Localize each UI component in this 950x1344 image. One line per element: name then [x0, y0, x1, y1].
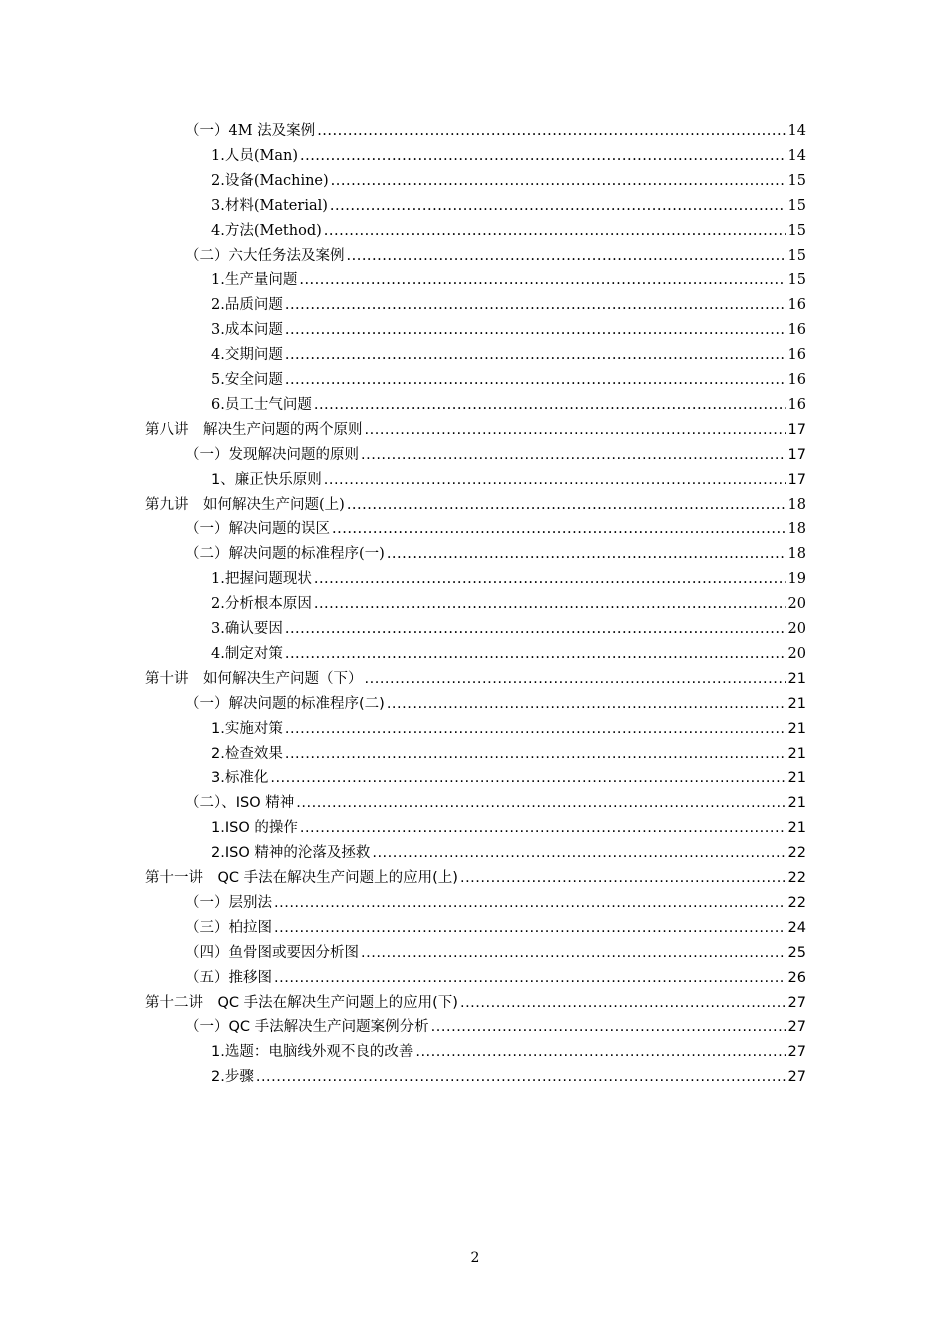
toc-entry-page: 19	[787, 571, 806, 588]
dot-leader	[285, 346, 786, 364]
toc-entry-page: 18	[787, 496, 806, 513]
dot-leader	[361, 944, 786, 962]
toc-entry-title: 6.员工士气问题	[211, 396, 312, 413]
toc-entry-title: （一）解决问题的标准程序(二)	[185, 695, 385, 712]
dot-leader	[285, 745, 786, 763]
dot-leader	[387, 695, 786, 713]
dot-leader	[285, 371, 786, 389]
toc-entry[interactable]	[211, 315, 806, 339]
toc-entry[interactable]	[211, 589, 806, 613]
dot-leader	[274, 894, 786, 912]
dot-leader	[317, 122, 785, 140]
toc-entry[interactable]	[185, 888, 806, 912]
toc-entry-title: 2.品质问题	[211, 297, 283, 314]
toc-entry[interactable]	[211, 813, 806, 837]
toc-entry-page: 17	[787, 446, 806, 463]
toc-entry-page: 20	[787, 596, 806, 613]
toc-entry-title: 3.确认要因	[211, 621, 283, 637]
toc-entry[interactable]	[185, 116, 806, 140]
toc-entry[interactable]	[211, 1062, 806, 1086]
dot-leader	[387, 545, 786, 563]
dot-leader	[331, 172, 786, 190]
toc-entry-title: （四）鱼骨图或要因分析图	[185, 944, 359, 961]
toc-entry-page: 14	[787, 123, 806, 139]
dot-leader	[285, 321, 786, 339]
toc-entry-title: 1.实施对策	[211, 720, 283, 737]
toc-entry-title: 第十讲 如何解决生产问题（下）	[145, 670, 363, 687]
toc-entry-title: 1.把握问题现状	[211, 571, 312, 588]
toc-entry-page: 27	[787, 1019, 806, 1036]
toc-entry-page: 15	[787, 197, 806, 214]
toc-entry-title: （一）层别法	[185, 894, 272, 911]
toc-entry-title: 2.设备(Machine)	[211, 172, 329, 189]
toc-entry[interactable]	[211, 1037, 806, 1061]
dot-leader	[347, 496, 786, 514]
toc-entry-title: 3.标准化	[211, 770, 269, 787]
toc-entry-title: （一）解决问题的误区	[185, 521, 330, 538]
toc-entry-page: 16	[787, 322, 806, 339]
toc-entry[interactable]	[211, 614, 806, 638]
toc-entry-page: 17	[787, 471, 806, 488]
toc-entry-page: 15	[787, 272, 806, 289]
toc-entry[interactable]	[145, 988, 806, 1012]
toc-entry-title: 第九讲 如何解决生产问题(上)	[145, 496, 345, 513]
toc-entry-title: （一）QC 手法解决生产问题案例分析	[185, 1019, 429, 1036]
dot-leader	[431, 1018, 786, 1036]
dot-leader	[285, 620, 786, 638]
toc-entry[interactable]	[211, 639, 806, 663]
dot-leader	[314, 570, 786, 588]
toc-entry-page: 16	[787, 372, 806, 388]
toc-entry[interactable]	[211, 166, 806, 190]
toc-entry-title: （五）推移图	[185, 969, 272, 986]
toc-entry-title: 2.ISO 精神的沦落及拯救	[211, 845, 371, 862]
dot-leader	[324, 222, 786, 240]
toc-entry-title: 4.方法(Method)	[211, 222, 322, 239]
toc-entry-page: 21	[787, 670, 806, 687]
dot-leader	[270, 769, 785, 787]
toc-entry[interactable]	[185, 539, 806, 563]
toc-entry-page: 21	[787, 770, 806, 787]
toc-entry[interactable]	[145, 664, 806, 688]
toc-entry-title: 1、廉正快乐原则	[211, 471, 322, 488]
toc-entry-page: 22	[787, 845, 806, 862]
toc-entry-title: 第八讲 解决生产问题的两个原则	[145, 421, 363, 438]
toc-entry[interactable]	[211, 465, 806, 489]
toc-entry[interactable]	[185, 440, 806, 464]
toc-entry-title: （二）解决问题的标准程序(一)	[185, 546, 385, 563]
toc-entry[interactable]	[185, 938, 806, 962]
toc-entry[interactable]	[211, 714, 806, 738]
toc-entry-page: 18	[787, 521, 806, 538]
dot-leader	[365, 421, 786, 439]
toc-entry-title: 4.制定对策	[211, 645, 283, 662]
dot-leader	[300, 147, 786, 165]
toc-entry-page: 16	[787, 297, 806, 314]
toc-entry-title: 1.选题：电脑线外观不良的改善	[211, 1044, 414, 1061]
toc-entry[interactable]	[211, 763, 806, 787]
toc-entry[interactable]	[211, 365, 806, 389]
toc-entry-page: 25	[787, 944, 806, 961]
toc-entry-page: 21	[787, 820, 806, 837]
dot-leader	[314, 396, 786, 414]
dot-leader	[285, 296, 786, 314]
toc-entry[interactable]	[211, 838, 806, 862]
toc-entry[interactable]	[185, 1012, 806, 1036]
dot-leader	[415, 1043, 785, 1061]
toc-entry-page: 14	[787, 147, 806, 164]
toc-entry-page: 15	[787, 222, 806, 239]
toc-entry-page: 27	[787, 1044, 806, 1061]
toc-entry-page: 20	[787, 621, 806, 637]
toc-entry[interactable]	[185, 514, 806, 538]
toc-entry[interactable]	[145, 863, 806, 887]
toc-entry-title: 1.生产量问题	[211, 272, 298, 289]
toc-entry-page: 17	[787, 421, 806, 438]
toc-entry-title: 第十二讲 QC 手法在解决生产问题上的应用(下)	[145, 994, 458, 1011]
toc-entry-title: 4.交期问题	[211, 347, 283, 364]
dot-leader	[347, 247, 786, 265]
toc-entry-page: 27	[787, 994, 806, 1011]
toc-entry-page: 20	[787, 645, 806, 662]
toc-entry-title: 2.步骤	[211, 1069, 254, 1086]
toc-entry-page: 15	[787, 247, 806, 264]
toc-entry-page: 15	[787, 172, 806, 189]
dot-leader	[460, 994, 786, 1012]
toc-entry[interactable]	[211, 191, 806, 215]
dot-leader	[314, 595, 786, 613]
toc-entry-page: 22	[787, 870, 806, 886]
toc-entry-title: （一）4M 法及案例	[185, 123, 316, 139]
toc-entry[interactable]	[211, 564, 806, 588]
toc-entry-title: 1.人员(Man)	[211, 147, 298, 164]
dot-leader	[332, 520, 786, 538]
toc-entry-page: 27	[787, 1069, 806, 1086]
toc-entry-title: 1.ISO 的操作	[211, 820, 298, 837]
dot-leader	[300, 819, 786, 837]
dot-leader	[285, 645, 786, 663]
toc-entry-page: 26	[787, 969, 806, 986]
dot-leader	[460, 869, 786, 887]
toc-entry[interactable]	[145, 415, 806, 439]
dot-leader	[324, 471, 786, 489]
toc-entry-title: （二）六大任务法及案例	[185, 247, 345, 264]
toc-entry[interactable]	[185, 241, 806, 265]
toc-entry[interactable]	[185, 913, 806, 937]
toc-entry-title: 3.成本问题	[211, 322, 283, 339]
toc-entry-page: 22	[787, 894, 806, 911]
dot-leader	[296, 794, 785, 812]
toc-entry[interactable]	[211, 141, 806, 165]
toc-entry-title: 2.分析根本原因	[211, 596, 312, 613]
toc-entry-title: （三）柏拉图	[185, 919, 272, 936]
toc-entry[interactable]	[185, 963, 806, 987]
toc-entry[interactable]	[185, 788, 806, 812]
dot-leader	[256, 1068, 786, 1086]
toc-entry-title: 5.安全问题	[211, 372, 283, 388]
toc-entry[interactable]	[211, 265, 806, 289]
toc-entry[interactable]	[185, 689, 806, 713]
toc-entry-page: 24	[787, 919, 806, 936]
toc-entry-page: 21	[787, 795, 806, 812]
dot-leader	[285, 720, 786, 738]
toc-entry-page: 18	[787, 546, 806, 563]
toc-entry-title: 第十一讲 QC 手法在解决生产问题上的应用(上)	[145, 870, 458, 886]
toc-entry[interactable]	[211, 340, 806, 364]
toc-entry-title: 3.材料(Material)	[211, 197, 328, 214]
dot-leader	[372, 844, 785, 862]
toc-entry[interactable]	[211, 216, 806, 240]
toc-entry-page: 16	[787, 396, 806, 413]
dot-leader	[361, 446, 786, 464]
toc-entry[interactable]	[145, 490, 806, 514]
toc-entry-page: 21	[787, 720, 806, 737]
toc-entry-page: 16	[787, 347, 806, 364]
dot-leader	[274, 969, 786, 987]
toc-entry[interactable]	[211, 290, 806, 314]
dot-leader	[365, 670, 786, 688]
toc-entry[interactable]	[211, 739, 806, 763]
dot-leader	[299, 271, 785, 289]
toc-entry-title: （二）、ISO 精神	[185, 795, 295, 812]
toc-entry-page: 21	[787, 695, 806, 712]
toc-entry-title: （一）发现解决问题的原则	[185, 446, 359, 463]
toc-entry[interactable]	[211, 390, 806, 414]
page-number: 2	[470, 1250, 480, 1266]
dot-leader	[330, 197, 786, 215]
toc-entry-page: 21	[787, 745, 806, 762]
toc-entry-title: 2.检查效果	[211, 745, 283, 762]
dot-leader	[274, 919, 786, 937]
